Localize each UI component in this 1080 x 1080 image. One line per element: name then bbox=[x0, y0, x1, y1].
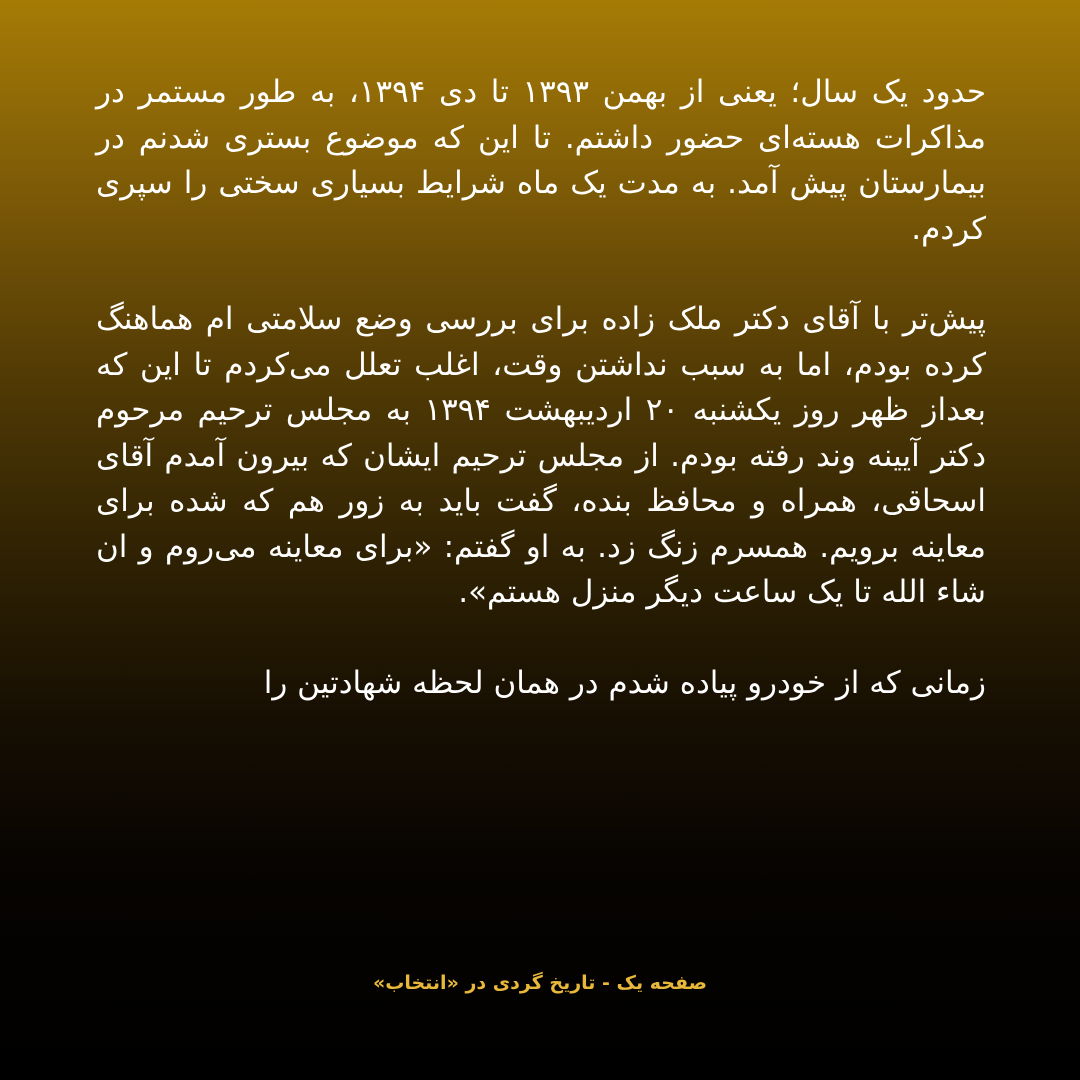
article-text-block bbox=[96, 70, 986, 706]
paragraph-2: پیش‌تر با آقای دکتر ملک زاده برای بررسی وضع سلامتی ام هماهنگ کرده بودم، اما به سبب نداشتن وقت، اغلب تعلل می‌کردم تا این که بعداز ظهر روز یکشنبه ۲۰ اردیبهشت ۱۳۹۴ به مجلس ترحیم مرحوم دکتر آیینه وند رفته بودم. از مجلس ترحیم ایشان که بیرون آمدم آقای اسحاقی، همراه و محافظ بنده، گفت باید به زور هم که شده برای معاینه برویم. همسرم زنگ زد. به او گفتم: «برای معاینه می‌روم و ان شاء الله تا یک ساعت دیگر منزل هستم». bbox=[96, 301, 986, 610]
paragraph-3: زمانی که از خودرو پیاده شدم در همان لحظه شهادتین را bbox=[263, 664, 986, 701]
paragraph-1: حدود یک سال؛ یعنی از بهمن ۱۳۹۳ تا دی ۱۳۹۴، به طور مستمر در مذاکرات هسته‌ای حضور داشتم. تا این که موضوع بستری شدنم در بیمارستان پیش آمد. به مدت یک ماه شرایط بسیاری سختی را سپری کردم. bbox=[96, 74, 986, 247]
footer-caption: صفحه یک - تاریخ گردی در «انتخاب» bbox=[372, 972, 708, 994]
